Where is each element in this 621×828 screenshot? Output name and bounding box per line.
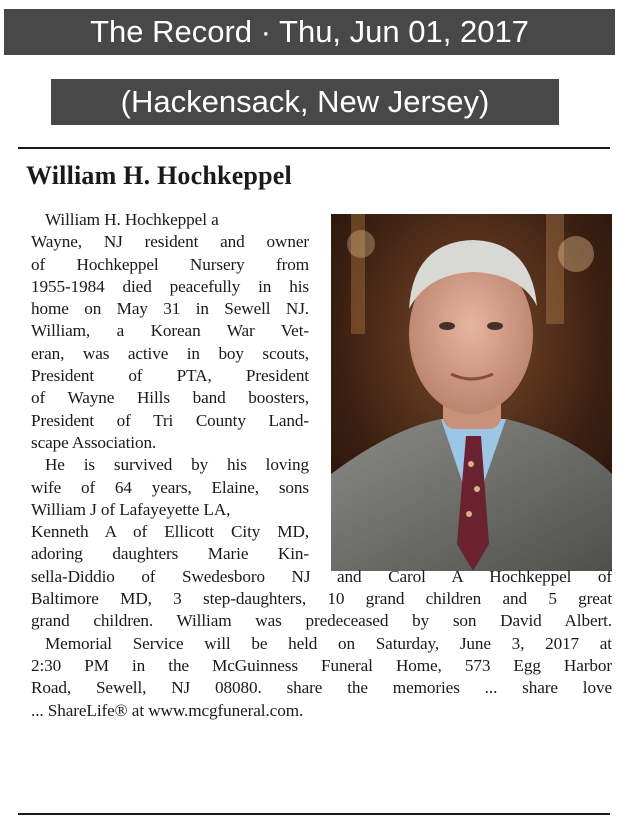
body-line: Kenneth A of Ellicott City MD, [31, 522, 309, 542]
body-line: 2:30 PM in the McGuinness Funeral Home, 573 Egg Harbor [31, 655, 612, 675]
body-line: sella-Diddio of Swedesboro NJ and Carol A Hochkeppel of [31, 566, 612, 586]
body-line: President of PTA, President [31, 366, 309, 386]
body-line: 1955-1984 died peacefully in his [31, 276, 309, 296]
body-line: of Wayne Hills band boosters, [31, 388, 309, 408]
body-line: William J of Lafayeyette LA, [31, 499, 231, 519]
body-line: William, a Korean War Vet- [31, 321, 309, 341]
body-line: Wayne, NJ resident and owner [31, 232, 309, 252]
body-line: grand children. William was predeceased by son David Albert. [31, 611, 612, 631]
body-line: William H. Hochkeppel a [45, 210, 219, 229]
body-line: eran, was active in boy scouts, [31, 343, 309, 363]
body-line: Road, Sewell, NJ 08080. share the memories ... share love [31, 678, 612, 698]
newspaper-source-banner: The Record · Thu, Jun 01, 2017 [4, 9, 615, 55]
body-line: home on May 31 in Sewell NJ. [31, 299, 309, 319]
obituary-body [31, 209, 612, 722]
body-line: President of Tri County Land- [31, 410, 309, 430]
body-line: He is survived by his loving [45, 455, 309, 475]
obituary-title: William H. Hochkeppel [26, 161, 292, 190]
body-line: Memorial Service will be held on Saturday, June 3, 2017 at [45, 633, 612, 653]
body-line: adoring daughters Marie Kin- [31, 544, 309, 564]
body-line: wife of 64 years, Elaine, sons [31, 477, 309, 497]
bottom-divider [18, 813, 610, 815]
body-line: Baltimore MD, 3 step-daughters, 10 grand children and 5 great [31, 589, 612, 609]
location-banner: (Hackensack, New Jersey) [51, 79, 559, 125]
body-line: ... ShareLife® at www.mcgfuneral.com. [31, 700, 304, 720]
body-line: scape Association. [31, 432, 157, 452]
top-divider [18, 147, 610, 149]
body-line: of Hochkeppel Nursery from [31, 254, 309, 274]
